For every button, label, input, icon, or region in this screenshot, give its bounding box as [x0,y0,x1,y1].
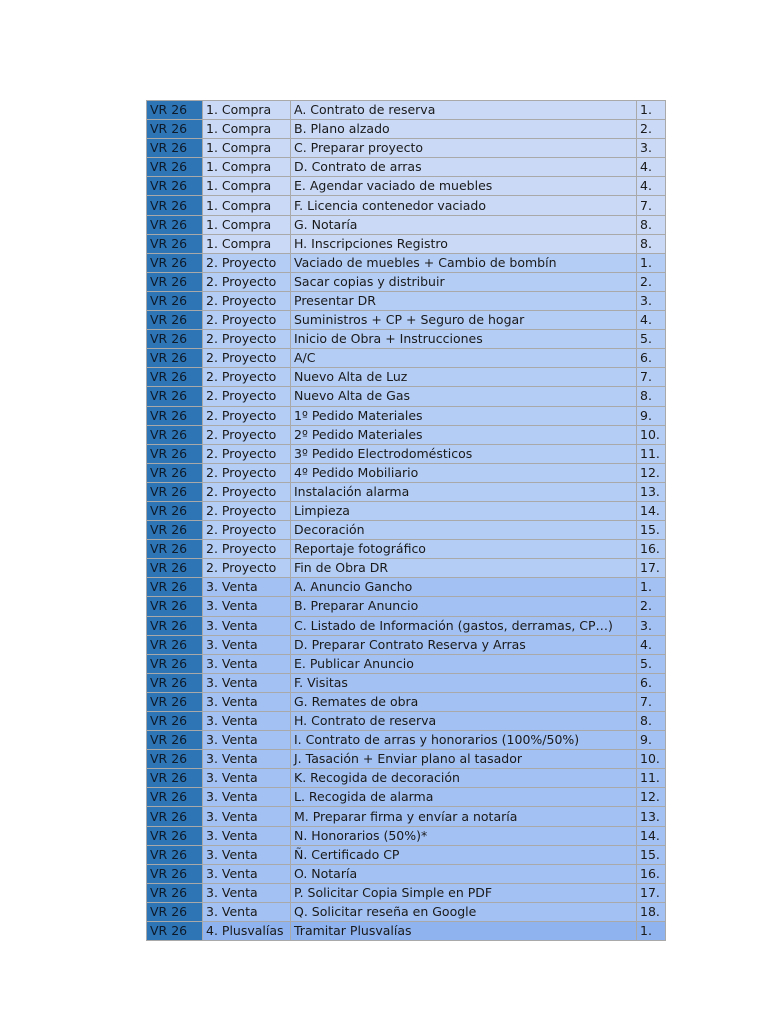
table-row [147,406,666,425]
task-cell: Nuevo Alta de Luz [291,368,637,387]
table-row [147,482,666,501]
phase-cell: 1. Compra [203,120,291,139]
task-cell: F. Licencia contenedor vaciado [291,196,637,215]
table-row [147,139,666,158]
phase-cell: 2. Proyecto [203,444,291,463]
task-cell: B. Plano alzado [291,120,637,139]
phase-cell: 2. Proyecto [203,425,291,444]
table-row [147,253,666,272]
project-code-cell: VR 26 [147,177,203,196]
project-code-cell: VR 26 [147,673,203,692]
phase-cell: 3. Venta [203,750,291,769]
phase-cell: 2. Proyecto [203,559,291,578]
step-number-cell: 8. [637,234,666,253]
task-cell: C. Listado de Información (gastos, derramas, CP…) [291,616,637,635]
phase-cell: 2. Proyecto [203,501,291,520]
project-code-cell: VR 26 [147,826,203,845]
table-row [147,864,666,883]
task-cell: L. Recogida de alarma [291,788,637,807]
task-cell: Sacar copias y distribuir [291,272,637,291]
project-code-cell: VR 26 [147,349,203,368]
phase-cell: 2. Proyecto [203,368,291,387]
project-code-cell: VR 26 [147,272,203,291]
project-code-cell: VR 26 [147,501,203,520]
task-cell: P. Solicitar Copia Simple en PDF [291,883,637,902]
project-code-cell: VR 26 [147,922,203,941]
step-number-cell: 2. [637,120,666,139]
phase-cell: 1. Compra [203,234,291,253]
step-number-cell: 10. [637,425,666,444]
step-number-cell: 14. [637,826,666,845]
table-row [147,330,666,349]
task-cell: 4º Pedido Mobiliario [291,463,637,482]
step-number-cell: 3. [637,139,666,158]
task-cell: D. Contrato de arras [291,158,637,177]
step-number-cell: 4. [637,177,666,196]
step-number-cell: 5. [637,654,666,673]
phase-cell: 2. Proyecto [203,291,291,310]
project-code-cell: VR 26 [147,387,203,406]
project-code-cell: VR 26 [147,234,203,253]
project-code-cell: VR 26 [147,196,203,215]
table-row [147,177,666,196]
step-number-cell: 7. [637,692,666,711]
table-row [147,922,666,941]
step-number-cell: 2. [637,597,666,616]
project-code-cell: VR 26 [147,845,203,864]
table-row [147,845,666,864]
project-code-cell: VR 26 [147,521,203,540]
phase-cell: 2. Proyecto [203,463,291,482]
project-code-cell: VR 26 [147,311,203,330]
task-table-body [147,101,666,941]
step-number-cell: 5. [637,330,666,349]
step-number-cell: 2. [637,272,666,291]
step-number-cell: 13. [637,482,666,501]
step-number-cell: 9. [637,406,666,425]
step-number-cell: 8. [637,387,666,406]
project-code-cell: VR 26 [147,158,203,177]
phase-cell: 3. Venta [203,807,291,826]
phase-cell: 3. Venta [203,902,291,921]
step-number-cell: 11. [637,769,666,788]
project-code-cell: VR 26 [147,406,203,425]
task-cell: Suministros + CP + Seguro de hogar [291,311,637,330]
task-cell: E. Agendar vaciado de muebles [291,177,637,196]
project-code-cell: VR 26 [147,692,203,711]
table-row [147,234,666,253]
step-number-cell: 1. [637,922,666,941]
project-code-cell: VR 26 [147,330,203,349]
project-code-cell: VR 26 [147,120,203,139]
step-number-cell: 1. [637,253,666,272]
table-row [147,750,666,769]
project-code-cell: VR 26 [147,482,203,501]
table-row [147,731,666,750]
table-row [147,501,666,520]
task-cell: A. Anuncio Gancho [291,578,637,597]
task-cell: 1º Pedido Materiales [291,406,637,425]
table-row [147,101,666,120]
task-cell: Fin de Obra DR [291,559,637,578]
task-cell: I. Contrato de arras y honorarios (100%/50%) [291,731,637,750]
phase-cell: 2. Proyecto [203,349,291,368]
task-cell: C. Preparar proyecto [291,139,637,158]
phase-cell: 3. Venta [203,654,291,673]
task-cell: Vaciado de muebles + Cambio de bombín [291,253,637,272]
phase-cell: 2. Proyecto [203,330,291,349]
step-number-cell: 15. [637,521,666,540]
phase-cell: 2. Proyecto [203,406,291,425]
step-number-cell: 6. [637,349,666,368]
step-number-cell: 17. [637,559,666,578]
phase-cell: 2. Proyecto [203,311,291,330]
table-row [147,311,666,330]
step-number-cell: 9. [637,731,666,750]
table-row [147,883,666,902]
task-cell: E. Publicar Anuncio [291,654,637,673]
table-row [147,712,666,731]
step-number-cell: 10. [637,750,666,769]
table-row [147,902,666,921]
project-code-cell: VR 26 [147,807,203,826]
project-code-cell: VR 26 [147,101,203,120]
project-code-cell: VR 26 [147,712,203,731]
table-row [147,196,666,215]
step-number-cell: 1. [637,101,666,120]
task-cell: D. Preparar Contrato Reserva y Arras [291,635,637,654]
step-number-cell: 4. [637,158,666,177]
task-cell: H. Inscripciones Registro [291,234,637,253]
task-cell: O. Notaría [291,864,637,883]
project-code-cell: VR 26 [147,731,203,750]
table-row [147,673,666,692]
table-row [147,826,666,845]
phase-cell: 3. Venta [203,788,291,807]
task-cell: Q. Solicitar reseña en Google [291,902,637,921]
task-cell: G. Notaría [291,215,637,234]
step-number-cell: 12. [637,788,666,807]
step-number-cell: 11. [637,444,666,463]
step-number-cell: 4. [637,311,666,330]
task-cell: B. Preparar Anuncio [291,597,637,616]
task-cell: Instalación alarma [291,482,637,501]
task-cell: Ñ. Certificado CP [291,845,637,864]
table-row [147,616,666,635]
phase-cell: 2. Proyecto [203,387,291,406]
phase-cell: 3. Venta [203,845,291,864]
table-row [147,788,666,807]
task-cell: N. Honorarios (50%)* [291,826,637,845]
task-cell: Tramitar Plusvalías [291,922,637,941]
phase-cell: 3. Venta [203,826,291,845]
project-code-cell: VR 26 [147,139,203,158]
task-cell: F. Visitas [291,673,637,692]
table-row [147,463,666,482]
phase-cell: 3. Venta [203,673,291,692]
phase-cell: 1. Compra [203,177,291,196]
task-table [146,100,666,941]
phase-cell: 3. Venta [203,864,291,883]
table-row [147,368,666,387]
phase-cell: 3. Venta [203,616,291,635]
table-row [147,349,666,368]
phase-cell: 2. Proyecto [203,540,291,559]
step-number-cell: 1. [637,578,666,597]
task-cell: M. Preparar firma y envíar a notaría [291,807,637,826]
step-number-cell: 18. [637,902,666,921]
project-code-cell: VR 26 [147,902,203,921]
step-number-cell: 12. [637,463,666,482]
project-code-cell: VR 26 [147,864,203,883]
table-row [147,291,666,310]
phase-cell: 3. Venta [203,692,291,711]
project-code-cell: VR 26 [147,597,203,616]
project-code-cell: VR 26 [147,253,203,272]
task-cell: J. Tasación + Enviar plano al tasador [291,750,637,769]
project-code-cell: VR 26 [147,635,203,654]
project-code-cell: VR 26 [147,368,203,387]
table-row [147,521,666,540]
task-cell: Nuevo Alta de Gas [291,387,637,406]
table-row [147,597,666,616]
project-code-cell: VR 26 [147,578,203,597]
step-number-cell: 3. [637,616,666,635]
step-number-cell: 16. [637,540,666,559]
task-cell: A. Contrato de reserva [291,101,637,120]
step-number-cell: 15. [637,845,666,864]
task-cell: A/C [291,349,637,368]
project-code-cell: VR 26 [147,616,203,635]
step-number-cell: 8. [637,215,666,234]
table-row [147,769,666,788]
step-number-cell: 4. [637,635,666,654]
phase-cell: 1. Compra [203,139,291,158]
phase-cell: 2. Proyecto [203,482,291,501]
step-number-cell: 8. [637,712,666,731]
step-number-cell: 7. [637,196,666,215]
task-cell: Inicio de Obra + Instrucciones [291,330,637,349]
table-row [147,559,666,578]
phase-cell: 3. Venta [203,769,291,788]
step-number-cell: 16. [637,864,666,883]
table-row [147,692,666,711]
step-number-cell: 7. [637,368,666,387]
task-cell: Reportaje fotográfico [291,540,637,559]
project-code-cell: VR 26 [147,654,203,673]
table-row [147,578,666,597]
phase-cell: 3. Venta [203,731,291,750]
step-number-cell: 17. [637,883,666,902]
phase-cell: 3. Venta [203,635,291,654]
project-code-cell: VR 26 [147,750,203,769]
phase-cell: 4. Plusvalías [203,922,291,941]
phase-cell: 1. Compra [203,196,291,215]
phase-cell: 2. Proyecto [203,253,291,272]
table-row [147,425,666,444]
project-code-cell: VR 26 [147,883,203,902]
project-code-cell: VR 26 [147,540,203,559]
table-row [147,272,666,291]
table-row [147,635,666,654]
project-code-cell: VR 26 [147,291,203,310]
project-code-cell: VR 26 [147,788,203,807]
task-cell: K. Recogida de decoración [291,769,637,788]
project-code-cell: VR 26 [147,463,203,482]
phase-cell: 3. Venta [203,712,291,731]
phase-cell: 3. Venta [203,883,291,902]
table-row [147,540,666,559]
project-code-cell: VR 26 [147,769,203,788]
task-cell: Limpieza [291,501,637,520]
step-number-cell: 14. [637,501,666,520]
task-cell: G. Remates de obra [291,692,637,711]
table-row [147,158,666,177]
step-number-cell: 13. [637,807,666,826]
phase-cell: 2. Proyecto [203,521,291,540]
phase-cell: 3. Venta [203,597,291,616]
project-code-cell: VR 26 [147,215,203,234]
task-cell: Decoración [291,521,637,540]
phase-cell: 1. Compra [203,215,291,234]
project-code-cell: VR 26 [147,559,203,578]
phase-cell: 1. Compra [203,158,291,177]
phase-cell: 3. Venta [203,578,291,597]
phase-cell: 2. Proyecto [203,272,291,291]
project-code-cell: VR 26 [147,444,203,463]
table-row [147,444,666,463]
table-row [147,654,666,673]
task-cell: Presentar DR [291,291,637,310]
step-number-cell: 6. [637,673,666,692]
phase-cell: 1. Compra [203,101,291,120]
task-cell: 3º Pedido Electrodomésticos [291,444,637,463]
table-row [147,215,666,234]
table-row [147,807,666,826]
table-row [147,387,666,406]
step-number-cell: 3. [637,291,666,310]
task-cell: H. Contrato de reserva [291,712,637,731]
task-cell: 2º Pedido Materiales [291,425,637,444]
project-code-cell: VR 26 [147,425,203,444]
table-row [147,120,666,139]
